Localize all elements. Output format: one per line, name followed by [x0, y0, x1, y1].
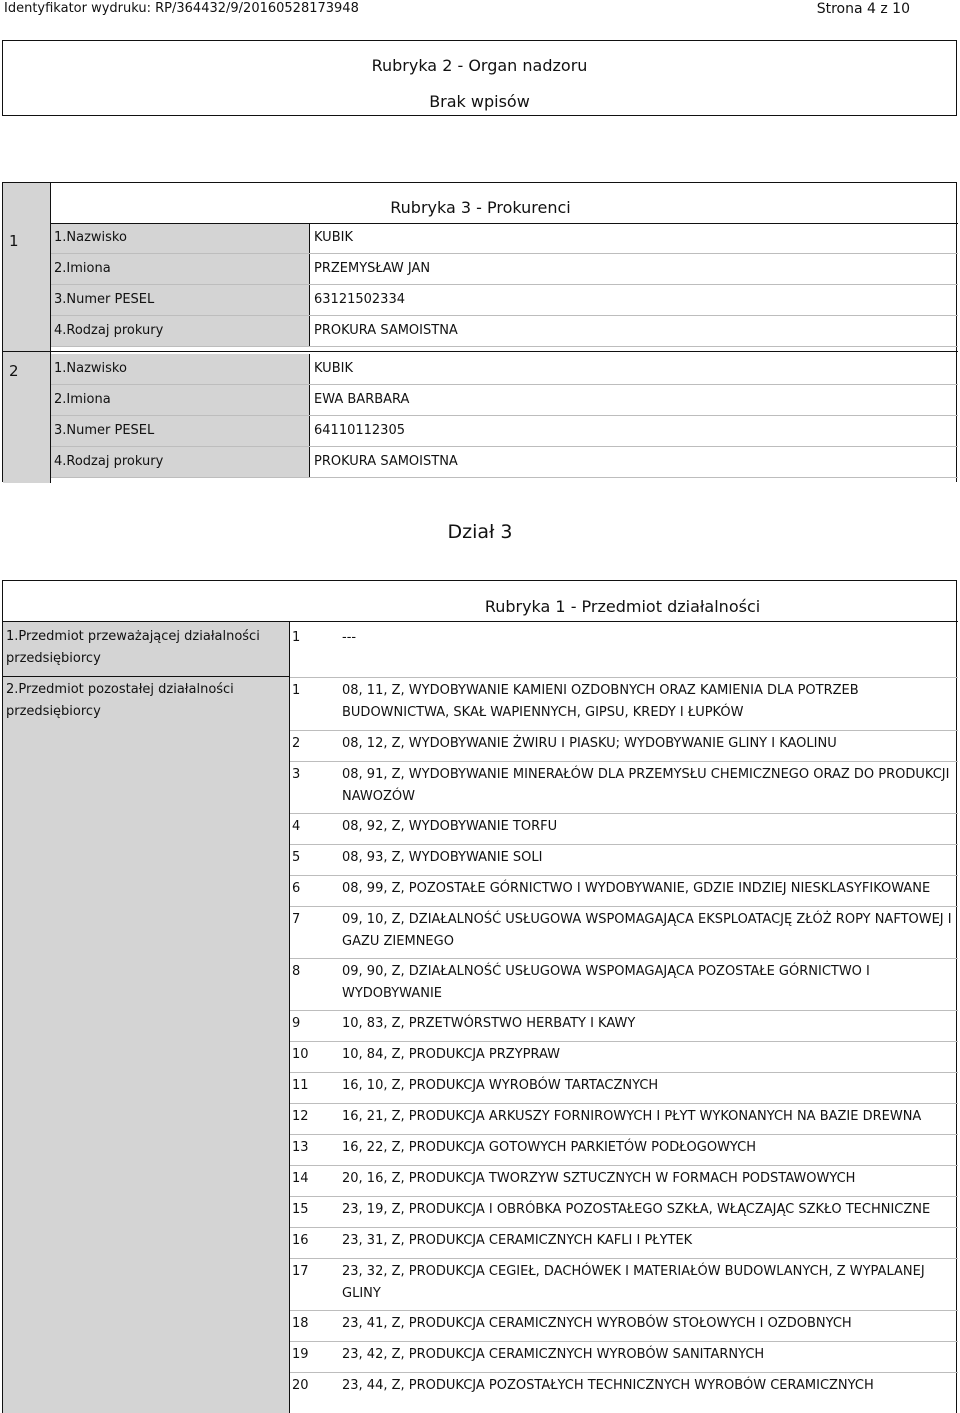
- other-activity-label: 2.Przedmiot pozostałej działalności przedsiębiorcy: [6, 682, 234, 719]
- divider: [290, 906, 958, 907]
- activity-number: 8: [292, 964, 301, 979]
- activity-number: 3: [292, 767, 301, 782]
- activity-number: 16: [292, 1233, 309, 1248]
- activity-number: 7: [292, 912, 301, 927]
- divider: [290, 875, 958, 876]
- field-label: 1.Nazwisko: [51, 223, 309, 254]
- activity-number: 19: [292, 1347, 309, 1362]
- primary-activity-label: 1.Przedmiot przeważającej działalności przedsiębiorcy: [6, 629, 260, 666]
- activity-text: 23, 31, Z, PRODUKCJA CERAMICZNYCH KAFLI I PŁYTEK: [342, 1233, 693, 1248]
- activity-number: 14: [292, 1171, 309, 1186]
- divider: [290, 1258, 958, 1259]
- activity-number: 15: [292, 1202, 309, 1217]
- field-value: PRZEMYSŁAW JAN: [309, 254, 956, 285]
- divider: [290, 1341, 958, 1342]
- activity-text: 08, 99, Z, POZOSTAŁE GÓRNICTWO I WYDOBYWANIE, GDZIE INDZIEJ NIESKLASYFIKOWANE: [342, 881, 931, 896]
- activity-text: 20, 16, Z, PRODUKCJA TWORZYW SZTUCZNYCH W FORMACH PODSTAWOWYCH: [342, 1171, 856, 1186]
- divider: [290, 730, 958, 731]
- activity-number: 6: [292, 881, 301, 896]
- print-identifier: Identyfikator wydruku: RP/364432/9/20160528173948: [4, 1, 359, 16]
- activity-text: ---: [342, 630, 357, 645]
- field-label: 3.Numer PESEL: [51, 285, 309, 316]
- page-number: Strona 4 z 10: [816, 1, 910, 17]
- field-label: 2.Imiona: [51, 254, 309, 285]
- field-value: KUBIK: [309, 223, 956, 254]
- activity-number: 12: [292, 1109, 309, 1124]
- divider: [3, 621, 958, 622]
- activity-number: 18: [292, 1316, 309, 1331]
- divider: [3, 351, 51, 352]
- activity-text: 16, 10, Z, PRODUKCJA WYROBÓW TARTACZNYCH: [342, 1078, 659, 1093]
- divider: [290, 1372, 958, 1373]
- activity-number: 17: [292, 1264, 309, 1279]
- divider: [290, 1041, 958, 1042]
- no-entries-note: Brak wpisów: [429, 92, 530, 111]
- divider: [290, 1072, 958, 1073]
- divider: [290, 1310, 958, 1311]
- activity-text: 23, 19, Z, PRODUKCJA I OBRÓBKA POZOSTAŁEGO SZKŁA, WŁĄCZAJĄC SZKŁO TECHNICZNE: [342, 1202, 931, 1217]
- label-column: [3, 621, 289, 1413]
- field-label: 4.Rodzaj prokury: [51, 316, 309, 347]
- divider: [290, 1227, 958, 1228]
- section-proxies: [2, 182, 957, 482]
- proxy-index: 2: [9, 362, 19, 380]
- activity-text: 10, 84, Z, PRODUKCJA PRZYPRAW: [342, 1047, 561, 1062]
- field-value: PROKURA SAMOISTNA: [309, 447, 956, 478]
- section-supervisory-body: [2, 40, 957, 116]
- field-label: 4.Rodzaj prokury: [51, 447, 309, 478]
- divider: [290, 1196, 958, 1197]
- divider: [290, 1134, 958, 1135]
- divider: [290, 1010, 958, 1011]
- section-title: Rubryka 1 - Przedmiot działalności: [484, 597, 761, 616]
- field-value: PROKURA SAMOISTNA: [309, 316, 956, 347]
- divider: [290, 844, 958, 845]
- field-label: 2.Imiona: [51, 385, 309, 416]
- section-business-activity: [2, 580, 957, 1413]
- activity-text: 08, 11, Z, WYDOBYWANIE KAMIENI OZDOBNYCH ORAZ KAMIENIA DLA POTRZEB BUDOWNICTWA, SKAŁ WAPIENNYCH, GIPSU, KREDY I ŁUPKÓW: [342, 683, 859, 720]
- activity-number: 10: [292, 1047, 309, 1062]
- activity-text: 16, 22, Z, PRODUKCJA GOTOWYCH PARKIETÓW PODŁOGOWYCH: [342, 1140, 757, 1155]
- activity-number: 9: [292, 1016, 301, 1031]
- section-title: Rubryka 3 - Prokurenci: [390, 198, 571, 217]
- activity-number: 4: [292, 819, 301, 834]
- proxy-index-column: [3, 183, 51, 483]
- activity-text: 08, 12, Z, WYDOBYWANIE ŻWIRU I PIASKU; WYDOBYWANIE GLINY I KAOLINU: [342, 736, 837, 751]
- activity-text: 10, 83, Z, PRZETWÓRSTWO HERBATY I KAWY: [342, 1016, 636, 1031]
- field-label: 1.Nazwisko: [51, 354, 309, 385]
- divider: [290, 1165, 958, 1166]
- activity-text: 09, 90, Z, DZIAŁALNOŚĆ USŁUGOWA WSPOMAGAJĄCA POZOSTAŁE GÓRNICTWO I WYDOBYWANIE: [342, 964, 870, 1001]
- divider: [290, 761, 958, 762]
- activity-number: 1: [292, 630, 301, 645]
- activity-text: 23, 42, Z, PRODUKCJA CERAMICZNYCH WYROBÓW SANITARNYCH: [342, 1347, 765, 1362]
- divider: [290, 958, 958, 959]
- divider: [51, 477, 958, 478]
- divider: [51, 223, 958, 224]
- activity-number: 13: [292, 1140, 309, 1155]
- activity-text: 23, 44, Z, PRODUKCJA POZOSTAŁYCH TECHNICZNYCH WYROBÓW CERAMICZNYCH: [342, 1378, 874, 1393]
- field-value: EWA BARBARA: [309, 385, 956, 416]
- activity-text: 09, 10, Z, DZIAŁALNOŚĆ USŁUGOWA WSPOMAGAJĄCA EKSPLOATACJĘ ZŁÓŻ ROPY NAFTOWEJ I GAZU ZIEMNEGO: [342, 912, 952, 949]
- activity-number: 1: [292, 683, 301, 698]
- part-title: Dział 3: [447, 521, 513, 543]
- field-value: 64110112305: [309, 416, 956, 447]
- divider: [3, 676, 289, 677]
- divider: [290, 677, 958, 678]
- activity-text: 08, 93, Z, WYDOBYWANIE SOLI: [342, 850, 543, 865]
- section-title: Rubryka 2 - Organ nadzoru: [371, 56, 588, 75]
- activity-number: 20: [292, 1378, 309, 1393]
- divider: [51, 351, 958, 352]
- proxy-index: 1: [9, 232, 19, 250]
- activity-text: 08, 92, Z, WYDOBYWANIE TORFU: [342, 819, 558, 834]
- divider: [290, 813, 958, 814]
- activity-text: 16, 21, Z, PRODUKCJA ARKUSZY FORNIROWYCH I PŁYT WYKONANYCH NA BAZIE DREWNA: [342, 1109, 922, 1124]
- field-value: 63121502334: [309, 285, 956, 316]
- divider: [290, 1103, 958, 1104]
- activity-number: 11: [292, 1078, 309, 1093]
- activity-number: 5: [292, 850, 301, 865]
- activity-text: 23, 41, Z, PRODUKCJA CERAMICZNYCH WYROBÓW STOŁOWYCH I OZDOBNYCH: [342, 1316, 852, 1331]
- divider: [51, 346, 958, 347]
- field-value: KUBIK: [309, 354, 956, 385]
- activity-text: 23, 32, Z, PRODUKCJA CEGIEŁ, DACHÓWEK I MATERIAŁÓW BUDOWLANYCH, Z WYPALANEJ GLINY: [342, 1264, 925, 1301]
- print-header: [0, 0, 960, 18]
- activity-text: 08, 91, Z, WYDOBYWANIE MINERAŁÓW DLA PRZEMYSŁU CHEMICZNEGO ORAZ DO PRODUKCJI NAWOZÓW: [342, 767, 950, 804]
- activity-number: 2: [292, 736, 301, 751]
- field-label: 3.Numer PESEL: [51, 416, 309, 447]
